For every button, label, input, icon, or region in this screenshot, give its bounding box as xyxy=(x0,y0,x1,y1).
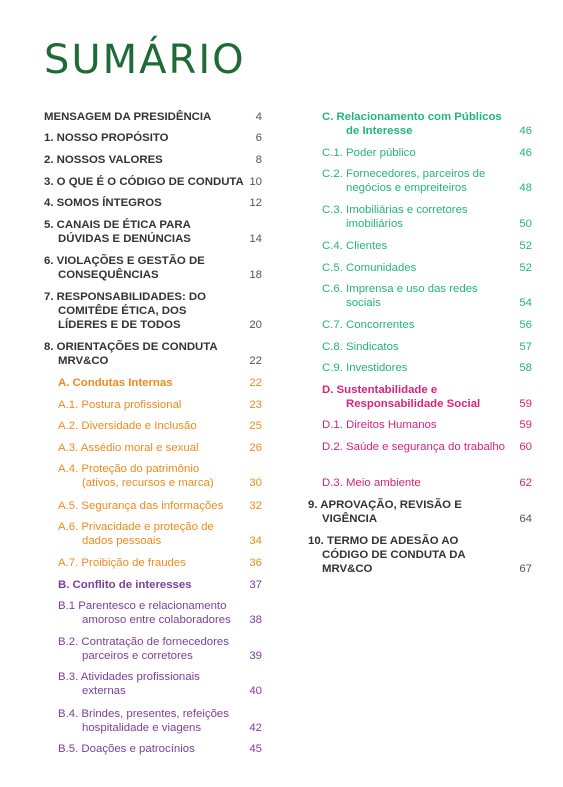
toc-entry[interactable]: 3. O QUE É O CÓDIGO DE CONDUTA 10 xyxy=(44,176,262,188)
toc-entry[interactable]: B.1 Parentesco e relacionamento amoroso entre colaboradores 38 xyxy=(58,600,262,626)
toc-entry[interactable]: 1. NOSSO PROPÓSITO 6 xyxy=(44,132,262,144)
toc-entry[interactable]: C.3. Imobiliárias e corretores imobiliários 50 xyxy=(322,204,532,230)
toc-entry[interactable]: 5. CANAIS DE ÉTICA PARA DÚVIDAS E DENÚNCIAS 14 xyxy=(44,219,262,245)
toc-entry[interactable]: D.3. Meio ambiente 62 xyxy=(322,477,532,489)
toc-entry[interactable]: D.1. Direitos Humanos 59 xyxy=(322,419,532,431)
toc-entry[interactable]: B.3. Atividades profissionais externas 40 xyxy=(58,671,262,697)
toc-entry[interactable]: 8. ORIENTAÇÕES DE CONDUTA MRV&CO 22 xyxy=(44,341,262,367)
toc-entry[interactable]: A.1. Postura profissional 23 xyxy=(58,399,262,411)
toc-entry[interactable]: C.9. Investidores 58 xyxy=(322,362,532,374)
toc-section-b[interactable]: B. Conflito de interesses 37 xyxy=(58,579,262,591)
page-title: SUMÁRIO xyxy=(44,37,246,83)
toc-entry[interactable]: 4. SOMOS ÍNTEGROS 12 xyxy=(44,197,262,209)
toc-entry[interactable]: A.5. Segurança das informações 32 xyxy=(58,500,262,512)
toc-entry[interactable]: 6. VIOLAÇÕES E GESTÃO DE CONSEQUÊNCIAS 18 xyxy=(44,255,262,281)
toc-entry[interactable]: 2. NOSSOS VALORES 8 xyxy=(44,154,262,166)
toc-entry[interactable]: A.3. Assédio moral e sexual 26 xyxy=(58,442,262,454)
toc-entry[interactable]: C.7. Concorrentes 56 xyxy=(322,319,532,331)
toc-entry[interactable]: A.4. Proteção do patrimônio (ativos, recursos e marca) 30 xyxy=(58,463,262,489)
toc-entry[interactable]: C.4. Clientes 52 xyxy=(322,240,532,252)
toc-entry[interactable]: C.8. Sindicatos 57 xyxy=(322,341,532,353)
toc-section-d[interactable]: D. Sustentabilidade e Responsabilidade Social 59 xyxy=(322,384,532,410)
toc-section-c[interactable]: C. Relacionamento com Públicos de Interesse 46 xyxy=(322,111,532,137)
toc-entry[interactable]: C.1. Poder público 46 xyxy=(322,147,532,159)
toc-section-a[interactable]: A. Condutas Internas 22 xyxy=(58,377,262,389)
toc-entry[interactable]: D.2. Saúde e segurança do trabalho 60 xyxy=(322,441,532,453)
toc-entry[interactable]: A.6. Privacidade e proteção de dados pessoais 34 xyxy=(58,521,262,547)
toc-entry[interactable]: C.6. Imprensa e uso das redes sociais 54 xyxy=(322,283,532,309)
toc-entry[interactable]: 9. APROVAÇÃO, REVISÃO E VIGÊNCIA 64 xyxy=(308,499,532,525)
toc-entry[interactable]: B.4. Brindes, presentes, refeições hospitalidade e viagens 42 xyxy=(58,708,262,734)
toc-entry[interactable]: B.5. Doações e patrocínios 45 xyxy=(58,743,262,755)
toc-entry[interactable]: C.2. Fornecedores, parceiros de negócios e empreiteiros 48 xyxy=(322,168,532,194)
toc-entry[interactable]: A.7. Proibição de fraudes 36 xyxy=(58,557,262,569)
toc-entry[interactable]: 10. TERMO DE ADESÃO AO CÓDIGO DE CONDUTA DA MRV&CO 67 xyxy=(308,535,532,575)
toc-entry[interactable]: A.2. Diversidade e Inclusão 25 xyxy=(58,420,262,432)
toc-entry[interactable]: 7. RESPONSABILIDADES: DO COMITÊDE ÉTICA, DOS LÍDERES E DE TODOS 20 xyxy=(44,291,262,331)
toc-entry[interactable]: C.5. Comunidades 52 xyxy=(322,262,532,274)
toc-entry[interactable]: B.2. Contratação de fornecedores parceiros e corretores 39 xyxy=(58,636,262,662)
toc-entry[interactable]: MENSAGEM DA PRESIDÊNCIA 4 xyxy=(44,111,262,123)
